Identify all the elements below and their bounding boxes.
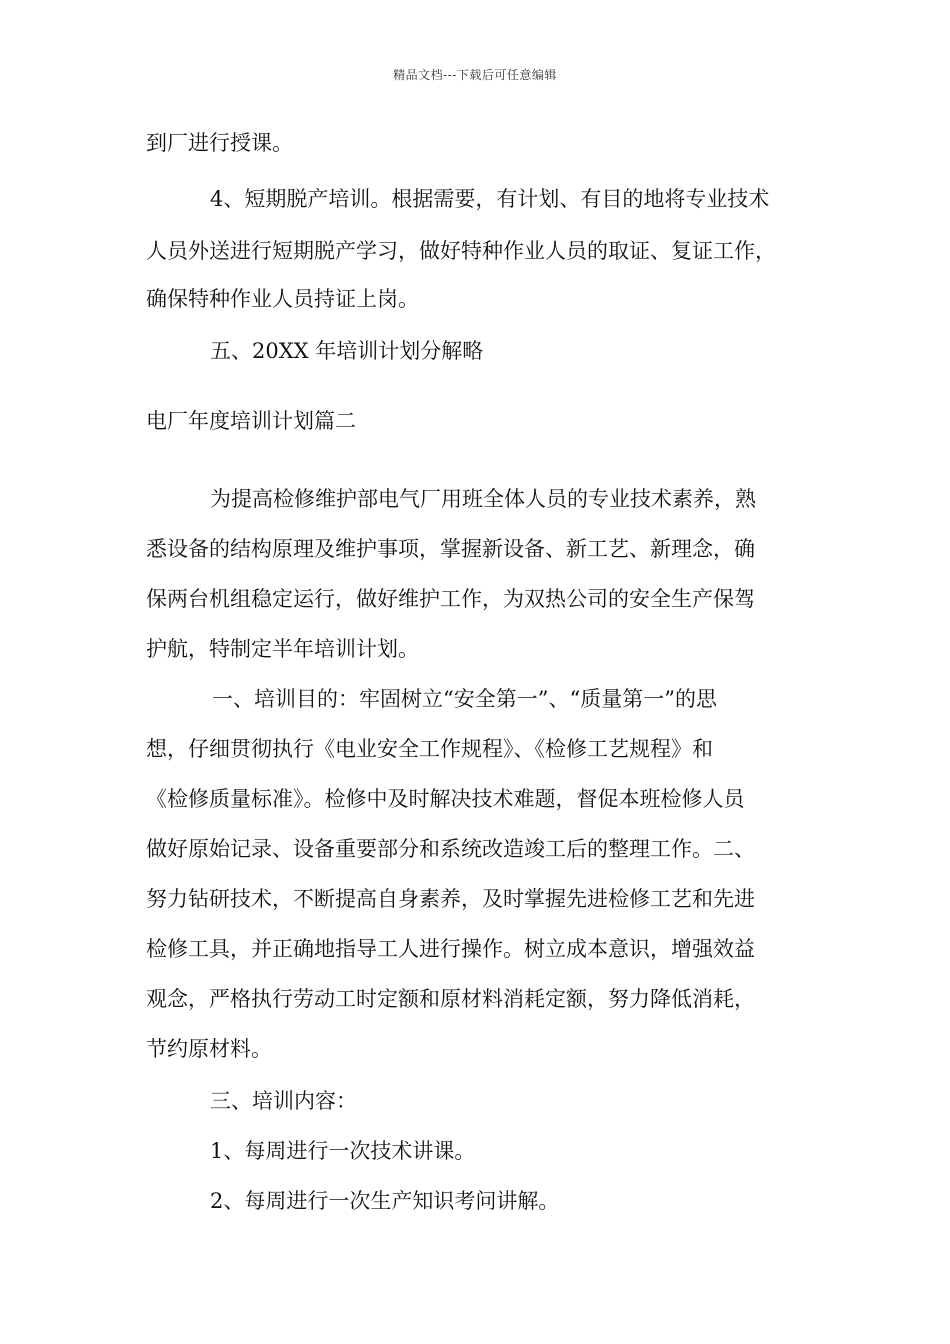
paragraph-line: 确保特种作业人员持证上岗。 [146, 287, 419, 311]
paragraph-line: 4、短期脱产培训。根据需要，有计划、有目的地将专业技术 [210, 187, 770, 211]
paragraph-line: 《检修质量标准》。检修中及时解决技术难题，督促本班检修人员 [146, 787, 745, 811]
list-item: 1、每周进行一次技术讲课。 [210, 1139, 476, 1163]
paragraph-line: 检修工具，并正确地指导工人进行操作。树立成本意识，增强效益 [146, 937, 755, 961]
paragraph-line: 保两台机组稳定运行，做好维护工作，为双热公司的安全生产保驾 [146, 587, 755, 611]
paragraph-line: 一、培训目的：牢固树立“安全第一”、“质量第一”的思 [212, 687, 717, 711]
paragraph-line: 人员外送进行短期脱产学习，做好特种作业人员的取证、复证工作， [146, 239, 776, 263]
paragraph-line: 观念，严格执行劳动工时定额和原材料消耗定额，努力降低消耗， [146, 987, 755, 1011]
paragraph-line: 到厂进行授课。 [146, 131, 293, 155]
paragraph-line: 护航，特制定半年培训计划。 [146, 637, 419, 661]
page-header: 精品文档---下载后可任意编辑 [393, 68, 557, 82]
paragraph-line: 努力钻研技术，不断提高自身素养，及时掌握先进检修工艺和先进 [146, 887, 755, 911]
list-item: 2、每周进行一次生产知识考问讲解。 [210, 1189, 560, 1213]
section-heading: 五、20XX 年培训计划分解略 [210, 339, 484, 363]
document-title: 电厂年度培训计划篇二 [146, 409, 356, 433]
paragraph-line: 为提高检修维护部电气厂用班全体人员的专业技术素养，熟 [210, 487, 756, 511]
paragraph-line: 做好原始记录、设备重要部分和系统改造竣工后的整理工作。二、 [146, 837, 755, 861]
paragraph-line: 想，仔细贯彻执行《电业安全工作规程》、《检修工艺规程》和 [146, 737, 713, 761]
paragraph-line: 悉设备的结构原理及维护事项，掌握新设备、新工艺、新理念，确 [146, 537, 755, 561]
paragraph-line: 节约原材料。 [146, 1037, 272, 1061]
section-heading: 三、培训内容： [210, 1089, 357, 1113]
